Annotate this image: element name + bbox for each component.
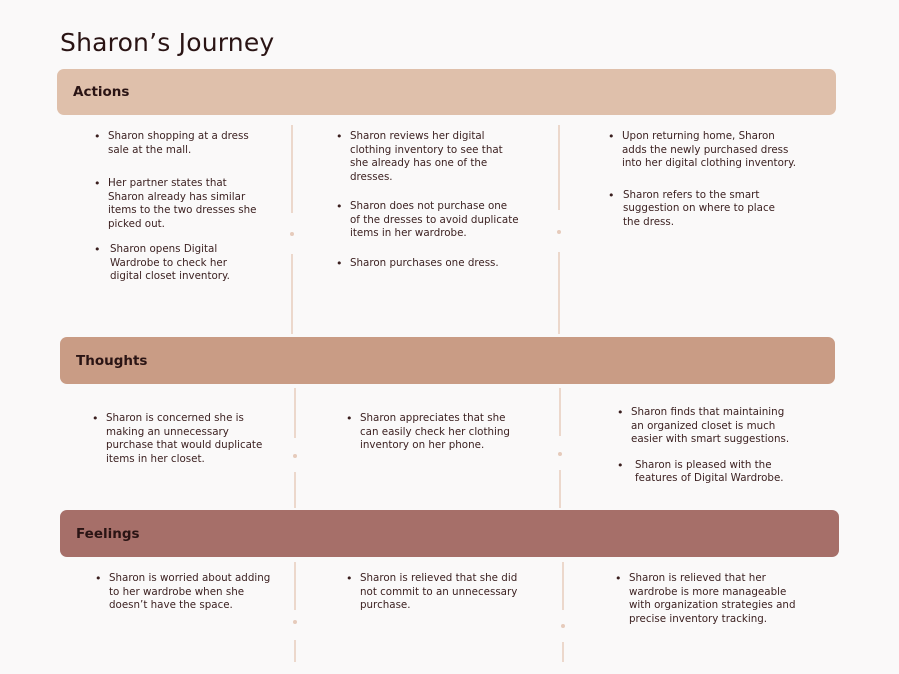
feelings-column-1 xyxy=(94,572,274,613)
list-item: • Sharon purchases one dress. xyxy=(335,257,520,271)
column-divider xyxy=(294,472,296,508)
thoughts-label: Thoughts xyxy=(76,352,148,369)
column-divider xyxy=(558,252,560,334)
column-divider xyxy=(294,388,296,438)
list-item: • Sharon opens Digital Wardrobe to check her digital closet inventory. xyxy=(93,243,250,284)
list-item: • Sharon is pleased with the features of Digital Wardrobe. xyxy=(616,459,796,486)
actions-column-1 xyxy=(93,130,261,284)
column-divider xyxy=(562,562,564,610)
list-item: • Sharon shopping at a dress sale at the mall. xyxy=(93,130,261,157)
list-item: • Her partner states that Sharon already has similar items to the two dresses she picked out. xyxy=(93,177,261,231)
divider-dot xyxy=(561,624,565,628)
list-item: • Sharon is worried about adding to her wardrobe when she doesn’t have the space. xyxy=(94,572,274,613)
column-divider xyxy=(291,125,293,213)
column-divider xyxy=(559,388,561,436)
thoughts-column-2 xyxy=(345,412,515,453)
feelings-column-3 xyxy=(614,572,799,626)
feelings-label: Feelings xyxy=(76,525,140,542)
feelings-column-2 xyxy=(345,572,525,613)
column-divider xyxy=(291,254,293,334)
list-item: • Sharon is relieved that she did not commit to an unnecessary purchase. xyxy=(345,572,525,613)
column-divider xyxy=(558,125,560,210)
feelings-header xyxy=(60,510,839,557)
page-title: Sharon’s Journey xyxy=(60,28,275,57)
list-item: • Sharon reviews her digital clothing inventory to see that she already has one of the dresses. xyxy=(335,130,520,184)
actions-header xyxy=(57,69,836,115)
actions-column-3 xyxy=(607,130,797,229)
list-item: • Sharon finds that maintaining an organized closet is much easier with smart suggestions. xyxy=(616,406,796,447)
thoughts-column-3 xyxy=(616,406,796,486)
divider-dot xyxy=(293,454,297,458)
actions-column-2 xyxy=(335,130,520,270)
divider-dot xyxy=(293,620,297,624)
list-item: • Sharon does not purchase one of the dresses to avoid duplicate items in her wardrobe. xyxy=(335,200,520,241)
list-item: • Sharon appreciates that she can easily check her clothing inventory on her phone. xyxy=(345,412,515,453)
divider-dot xyxy=(558,452,562,456)
divider-dot xyxy=(290,232,294,236)
column-divider xyxy=(294,640,296,662)
list-item: • Sharon refers to the smart suggestion on where to place the dress. xyxy=(607,189,785,230)
column-divider xyxy=(294,562,296,610)
actions-label: Actions xyxy=(73,84,130,100)
thoughts-header xyxy=(60,337,835,384)
divider-dot xyxy=(557,230,561,234)
list-item: • Sharon is relieved that her wardrobe is more manageable with organization strategies and precise inventory tracking. xyxy=(614,572,799,626)
list-item: • Sharon is concerned she is making an unnecessary purchase that would duplicate items in her closet. xyxy=(91,412,266,466)
column-divider xyxy=(559,470,561,508)
column-divider xyxy=(562,642,564,662)
thoughts-column-1 xyxy=(91,412,266,466)
list-item: • Upon returning home, Sharon adds the newly purchased dress into her digital clothing inventory. xyxy=(607,130,797,171)
